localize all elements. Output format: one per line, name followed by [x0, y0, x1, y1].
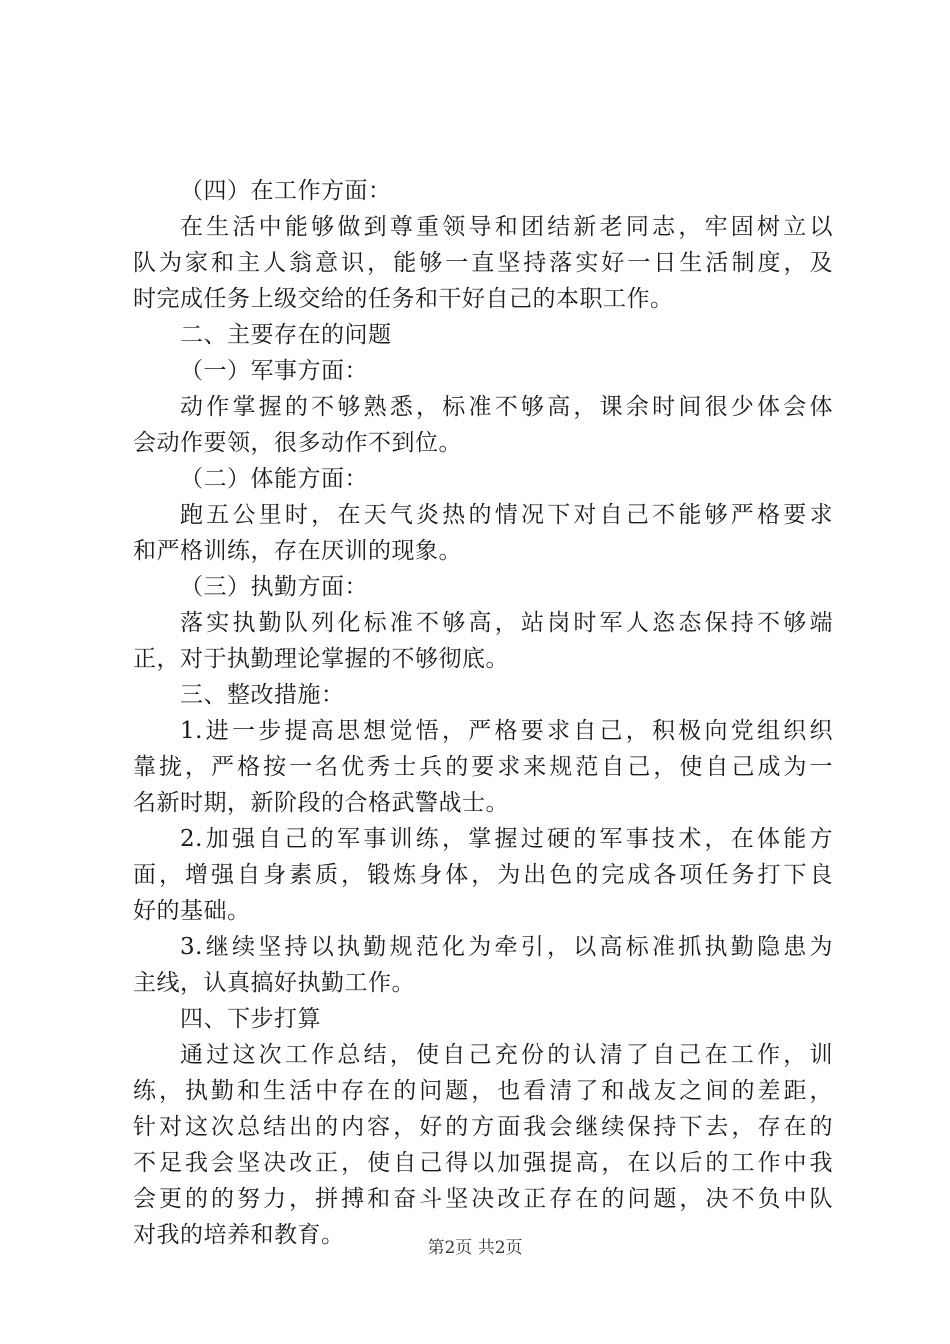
text-line: （二）体能方面：: [180, 466, 368, 492]
text-line: 四、下步打算: [180, 1006, 321, 1032]
text-line: 3.继续坚持以执勤规范化为牵引，以高标准抓执勤隐患为: [180, 934, 833, 960]
text-line: 落实执勤队列化标准不够高，站岗时军人恣态保持不够端: [180, 610, 833, 636]
text-line: 跑五公里时，在天气炎热的情况下对自己不能够严格要求: [180, 502, 833, 528]
text-line: 时完成任务上级交给的任务和干好自己的本职工作。: [133, 286, 674, 312]
text-line: 动作掌握的不够熟悉，标准不够高，课余时间很少体会体: [180, 394, 833, 420]
text-line: 会更的的努力，拼搏和奋斗坚决改正存在的问题，决不负中队: [133, 1186, 833, 1212]
text-line: 练，执勤和生活中存在的问题，也看清了和战友之间的差距，: [133, 1078, 833, 1104]
text-line: 好的基础。: [133, 898, 251, 924]
text-line: 不足我会坚决改正，使自己得以加强提高，在以后的工作中我: [133, 1150, 833, 1176]
text-line: （四）在工作方面：: [180, 178, 392, 204]
text-line: （三）执勤方面：: [180, 574, 368, 600]
text-line: （一）军事方面：: [180, 358, 368, 384]
text-line: 通过这次工作总结，使自己充份的认清了自己在工作，训: [180, 1042, 833, 1068]
text-line: 会动作要领，很多动作不到位。: [133, 430, 462, 456]
text-line: 1.进一步提高思想觉悟，严格要求自己，积极向党组织织: [180, 718, 833, 744]
text-line: 三、整改措施：: [180, 682, 345, 708]
text-line: 针对这次总结出的内容，好的方面我会继续保持下去，存在的: [133, 1114, 833, 1140]
text-line: 2.加强自己的军事训练，掌握过硬的军事技术，在体能方: [180, 826, 833, 852]
text-line: 队为家和主人翁意识，能够一直坚持落实好一日生活制度，及: [133, 250, 833, 276]
text-line: 在生活中能够做到尊重领导和团结新老同志，牢固树立以: [180, 214, 833, 240]
text-line: 二、主要存在的问题: [180, 322, 392, 348]
text-line: 主线，认真搞好执勤工作。: [133, 970, 415, 996]
text-line: 面，增强自身素质，锻炼身体，为出色的完成各项任务打下良: [133, 862, 833, 888]
text-line: 和严格训练，存在厌训的现象。: [133, 538, 462, 564]
document-body: [133, 173, 833, 1253]
text-line: 正，对于执勤理论掌握的不够彻底。: [133, 646, 509, 672]
page-footer: 第2页 共2页: [427, 1238, 523, 1258]
text-line: 名新时期，新阶段的合格武警战士。: [133, 790, 509, 816]
text-line: 对我的培养和教育。: [133, 1222, 345, 1248]
text-line: 靠拢，严格按一名优秀士兵的要求来规范自己，使自己成为一: [133, 754, 833, 780]
